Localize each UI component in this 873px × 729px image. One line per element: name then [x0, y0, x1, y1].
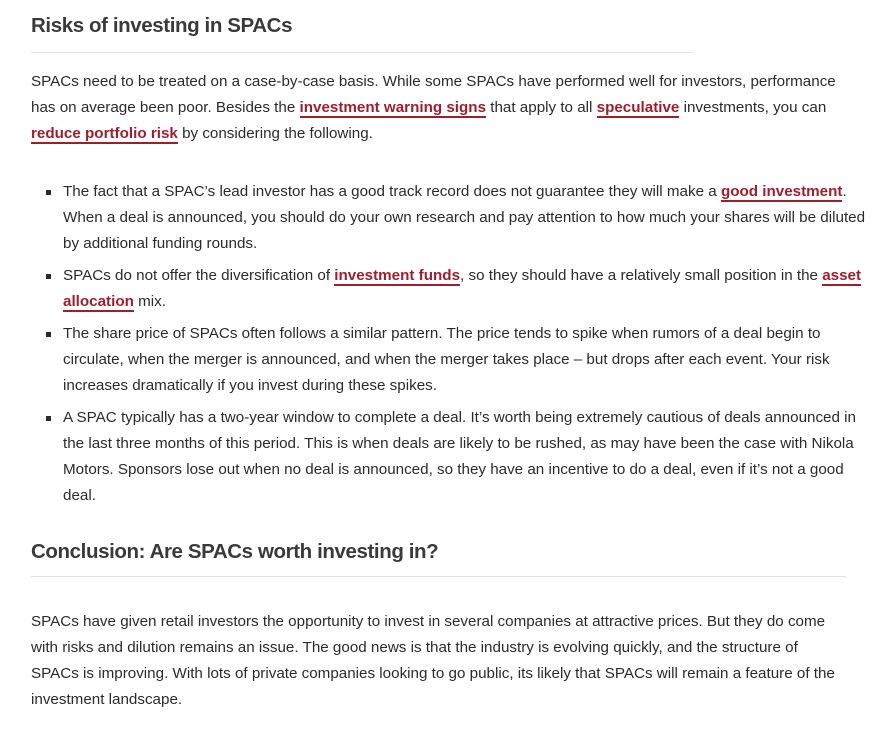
heading-divider	[31, 576, 846, 577]
list-item-text: mix.	[133, 293, 166, 310]
section-heading-conclusion: Conclusion: Are SPACs worth investing in?	[31, 540, 439, 563]
list-item-text: A SPAC typically has a two-year window to complete a deal. It’s worth being extremely cautious of deals announced in the last three months of this period. This is when deals are likely to be rushed, as may have been the case with Nikola Motors. Sponsors lose out when no deal is announced, so they have an incentive to do a deal, even if it’s not a good deal.	[63, 409, 856, 504]
link-speculative[interactable]: speculative	[596, 99, 680, 116]
link-investment-funds[interactable]: investment funds	[334, 267, 461, 284]
bullet-icon	[46, 332, 51, 337]
intro-paragraph	[31, 69, 846, 147]
bullet-icon	[46, 190, 51, 195]
link-good-investment[interactable]: good investment	[720, 183, 843, 200]
risk-list	[31, 179, 873, 515]
intro-text: that apply to all	[486, 99, 597, 116]
conclusion-paragraph: SPACs have given retail investors the opportunity to invest in several companies at attractive prices. But they do come with risks and dilution remains an issue. The good news is that the industry is evolving quickly, and the structure of SPACs is improving. With lots of private companies looking to go public, its likely that SPACs will remain a feature of the investment landscape.	[31, 613, 835, 708]
intro-text: investments, you can	[679, 99, 827, 116]
link-investment-warning-signs[interactable]: investment warning signs	[299, 99, 487, 116]
intro-text: SPACs need to be treated on a case-by-case basis. While some SPACs have performed well for investors, performance has on average been poor. Besides the	[31, 73, 836, 116]
list-item	[63, 321, 873, 399]
list-item-text: . When a deal is announced, you should do your own research and pay attention to how much your shares will be diluted by additional funding rounds.	[63, 183, 866, 252]
list-item	[63, 179, 873, 257]
section-heading-risks: Risks of investing in SPACs	[31, 14, 293, 37]
bullet-icon	[46, 416, 51, 421]
list-item	[63, 263, 873, 315]
list-item-text: The share price of SPACs often follows a similar pattern. The price tends to spike when rumors of a deal begin to circulate, when the merger is announced, and when the merger takes place – but drops after each event. Your risk increases dramatically if you invest during these spikes.	[63, 325, 830, 394]
list-item-text: The fact that a SPAC’s lead investor has a good track record does not guarantee they will make a	[63, 183, 721, 200]
link-asset-allocation[interactable]: asset allocation	[63, 267, 862, 310]
link-reduce-portfolio-risk[interactable]: reduce portfolio risk	[31, 125, 178, 142]
heading-divider	[31, 52, 694, 53]
list-item	[63, 405, 873, 509]
list-item-text: , so they should have a relatively small position in the	[460, 267, 823, 284]
bullet-icon	[46, 274, 51, 279]
intro-text: by considering the following.	[177, 125, 373, 142]
list-item-text: SPACs do not offer the diversification of	[63, 267, 335, 284]
